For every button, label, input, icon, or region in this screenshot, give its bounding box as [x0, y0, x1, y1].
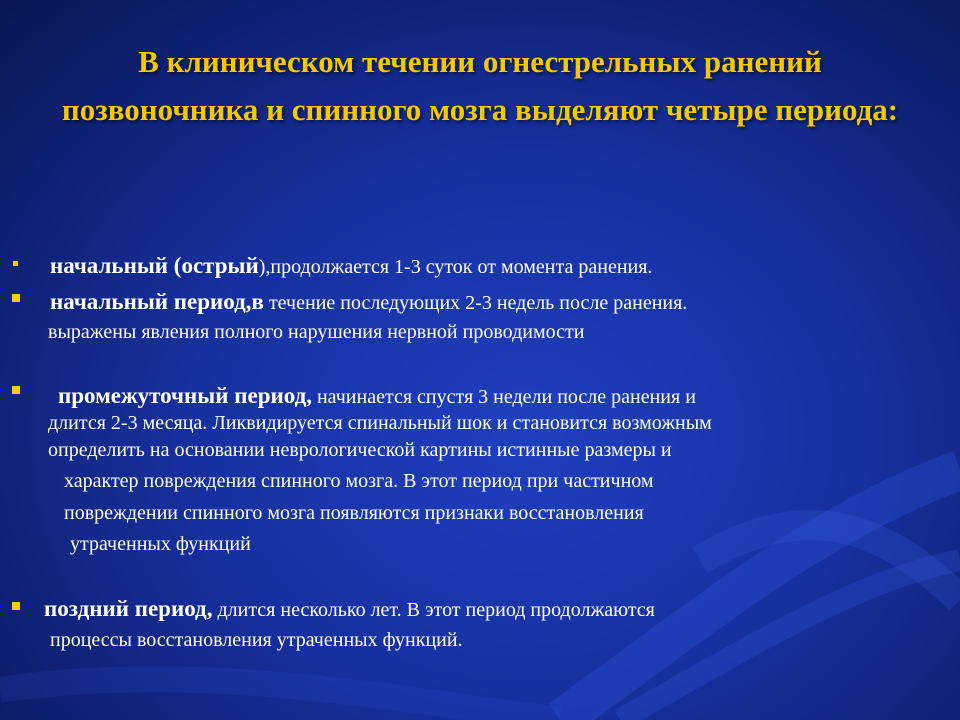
- item-text: начинается спустя 3 недели после ранения и: [311, 386, 696, 408]
- item-heading: промежуточный период,: [58, 383, 312, 408]
- item-continuation: выражены явления полного нарушения нервной проводимости: [48, 321, 585, 343]
- list-item: [50, 290, 687, 315]
- item-continuation: утраченных функций: [70, 533, 251, 555]
- item-continuation: характер повреждения спинного мозга. В этот период при частичном: [64, 470, 654, 492]
- item-text: течение последующих 2-3 недель после ранения.: [263, 292, 688, 314]
- item-continuation: процессы восстановления утраченных функций.: [50, 629, 463, 651]
- item-continuation: длится 2-3 месяца. Ликвидируется спинальный шок и становится возможным: [48, 412, 712, 434]
- bullet-marker: [12, 386, 20, 394]
- list-item: [50, 254, 652, 279]
- item-heading: поздний период,: [44, 596, 213, 621]
- bullet-marker: [13, 261, 18, 266]
- bullet-marker: [12, 602, 20, 610]
- item-text: ),продолжается 1-3 суток от момента ранения.: [258, 256, 653, 278]
- item-continuation: определить на основании неврологической картины истинные размеры и: [48, 439, 672, 461]
- item-continuation: повреждении спинного мозга появляются признаки восстановления: [64, 502, 644, 524]
- item-heading: начальный период,в: [50, 289, 264, 314]
- item-heading: начальный (острый: [50, 253, 259, 278]
- bullet-marker: [12, 294, 20, 302]
- item-text: длится несколько лет. В этот период продолжаются: [212, 599, 655, 621]
- list-item: [44, 597, 655, 622]
- slide-title: В клиническом течении огнестрельных ранений позвоночника и спинного мозга выделяют четыре периода:: [61, 44, 899, 127]
- list-item: [58, 384, 696, 409]
